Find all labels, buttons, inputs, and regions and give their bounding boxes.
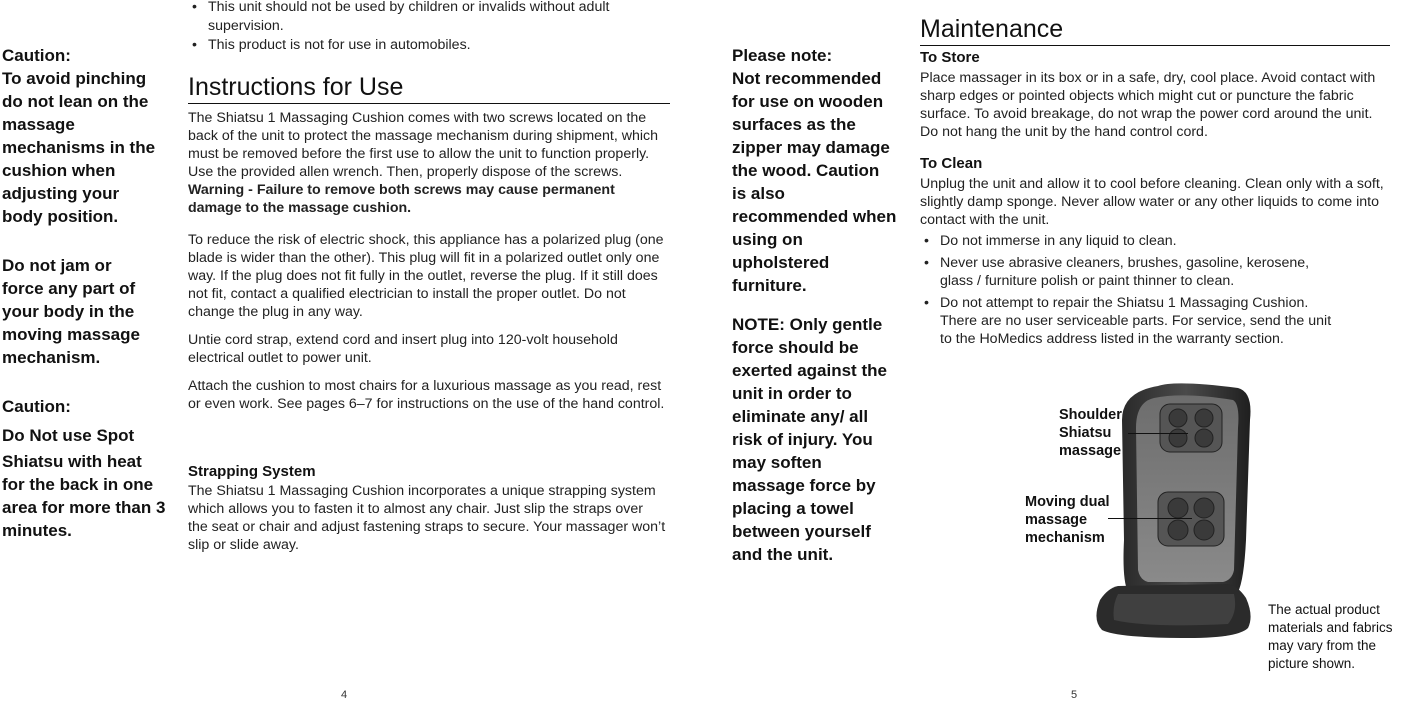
caution-spot-line: Do Not use Spot xyxy=(2,426,135,445)
maintenance-title: Maintenance xyxy=(920,14,1390,46)
clean-heading: To Clean xyxy=(920,155,983,172)
caution-spot-text: Shiatsu with heat for the back in one area for more than 3 minutes. xyxy=(2,452,166,540)
instructions-paragraph: Attach the cushion to most chairs for a luxurious massage as you read, rest or even work. See pages 6–7 for instructions on the use of the hand control. xyxy=(188,378,665,412)
strapping-text: The Shiatsu 1 Massaging Cushion incorporates a unique strapping system which allows you to fasten it to almost any chair. Just slip the straps over the seat or chair and adjust fastening straps to secure. Your massager won’t slip or slide away. xyxy=(188,483,666,553)
caution-heading: Caution: xyxy=(2,397,71,416)
instructions-paragraph: Untie cord strap, extend cord and insert plug into 120-volt household electrical outlet to power unit. xyxy=(188,332,618,366)
instructions-title: Instructions for Use xyxy=(188,72,670,104)
clean-bullet: • Do not attempt to repair the Shiatsu 1 Massaging Cushion. There are no user serviceable parts. For service, send the unit to the HoMedics address listed in the warranty section. xyxy=(920,294,1340,348)
label-moving-dual: Moving dual massage mechanism xyxy=(1025,494,1110,546)
warning-children: • This unit should not be used by children or invalids without adult supervision. xyxy=(188,0,658,36)
strapping-heading: Strapping System xyxy=(188,463,316,480)
page-number-left: 4 xyxy=(341,689,348,701)
maintenance-section xyxy=(920,14,1390,348)
store-text: Place massager in its box or in a safe, dry, cool place. Avoid contact with sharp edges or pointed objects which might cut or puncture the fabric surface. To avoid breakage, do not wrap the power cord around the unit. Do not hang the unit by the hand control cord. xyxy=(920,70,1376,140)
strapping-section xyxy=(188,463,666,554)
caution-heading: Caution: xyxy=(2,46,71,65)
left-sidebar xyxy=(2,44,167,560)
note-gentle-force: NOTE: Only gentle force should be exerted against the unit in order to eliminate any/ all risk of injury. You may soften massage force by placing a towel between yourself and the unit. xyxy=(732,315,887,564)
note-heading: Please note: xyxy=(732,46,833,65)
leader-line-dual xyxy=(1108,518,1192,519)
label-shoulder-shiatsu: Shoulder Shiatsu massage xyxy=(1059,407,1122,459)
page-number-right: 5 xyxy=(1071,689,1078,701)
clean-bullet: • Do not immerse in any liquid to clean. xyxy=(920,232,1340,250)
top-warning-list xyxy=(188,0,658,55)
note-sidebar xyxy=(732,44,897,566)
clean-list xyxy=(920,232,1340,348)
dual-nodes xyxy=(1158,492,1224,546)
clean-bullet: • Never use abrasive cleaners, brushes, gasoline, kerosene, glass / furniture polish or paint thinner to clean. xyxy=(920,254,1340,290)
leader-line-shoulder xyxy=(1128,433,1188,434)
instructions-section xyxy=(188,72,670,423)
caution-pinching-text: To avoid pinching do not lean on the massage mechanisms in the cushion when adjusting your body position. xyxy=(2,69,156,226)
instructions-paragraph: The Shiatsu 1 Massaging Cushion comes with two screws located on the back of the unit to protect the massage mechanism during shipment, which must be removed before the first use to allow the unit to function properly. Use the provided allen wrench. Then, properly dispose of the screws. Warning - Failure to remove both screws may cause permanent damage to the massage cushion. xyxy=(188,110,659,216)
note-text: Not recommended for use on wooden surfaces as the zipper may damage the wood. Caution is also recommended when using on upholstered furniture. xyxy=(732,69,897,295)
warning-automobiles: • This product is not for use in automobiles. xyxy=(188,36,658,55)
caution-spot-shiatsu xyxy=(2,395,167,542)
store-heading: To Store xyxy=(920,49,980,66)
caution-pinching xyxy=(2,44,167,228)
clean-text: Unplug the unit and allow it to cool before cleaning. Clean only with a soft, slightly damp sponge. Never allow water or any other liquids to come into contact with the unit. xyxy=(920,176,1384,228)
jam-text: Do not jam or force any part of your body in the moving massage mechanism. xyxy=(2,256,140,367)
screws-warning: Warning - Failure to remove both screws may cause permanent damage to the massage cushion. xyxy=(188,182,615,216)
instructions-paragraph: To reduce the risk of electric shock, this appliance has a polarized plug (one blade is wider than the other). This plug will fit in a polarized outlet only one way. If the plug does not fit fully in the outlet, reverse the plug. If it still does not fit, contact a qualified electrician to install the proper outlet. Do not change the plug in any way. xyxy=(188,232,664,320)
shoulder-nodes xyxy=(1160,404,1222,452)
caution-jam xyxy=(2,254,167,369)
figure-caption: The actual product materials and fabrics may vary from the picture shown. xyxy=(1268,602,1393,671)
